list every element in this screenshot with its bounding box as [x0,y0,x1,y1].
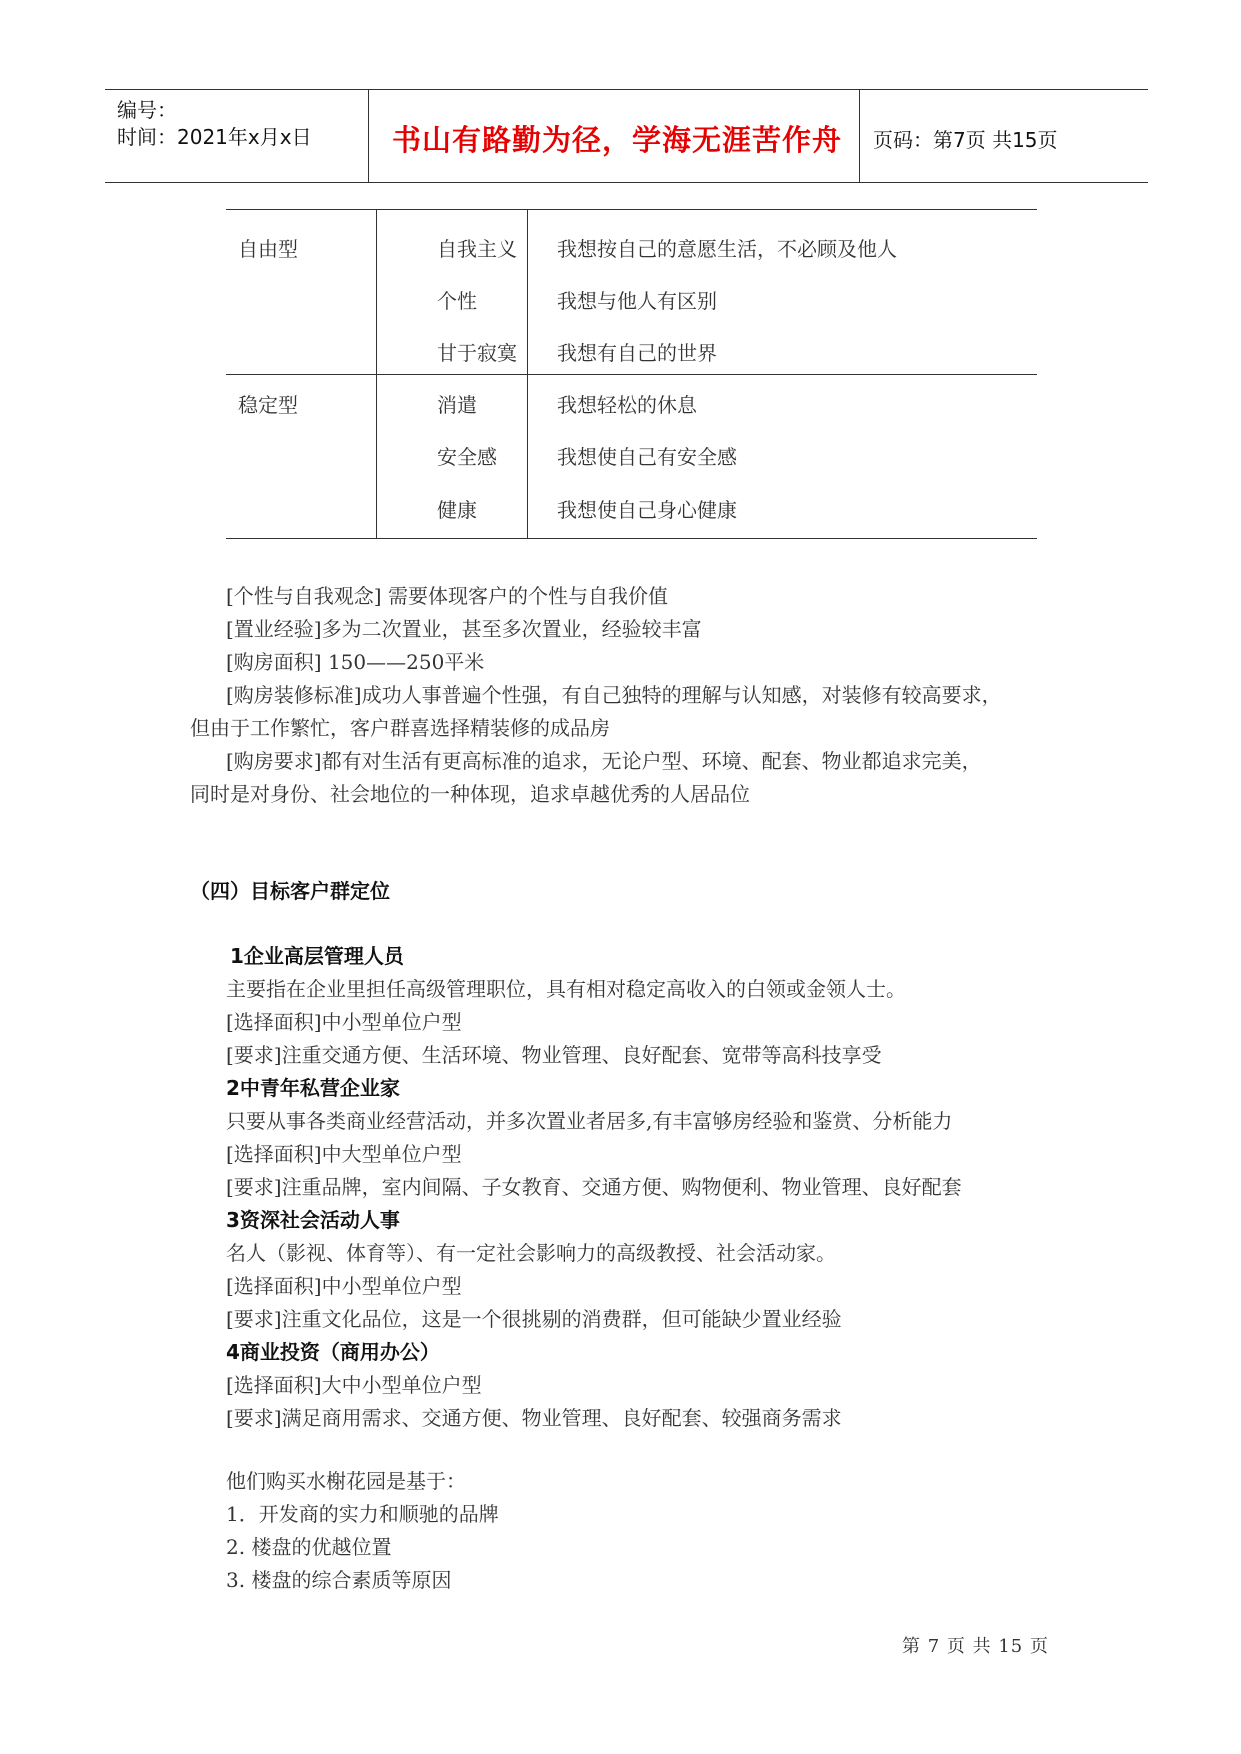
header-number-label: 编号： [117,98,177,122]
header-page-label: 页码：第7页 共15页 [873,128,1058,152]
group-line: [要求]注重交通方便、生活环境、物业管理、良好配套、宽带等高科技享受 [226,1043,882,1067]
group-line: [要求]满足商用需求、交通方便、物业管理、良好配套、较强商务需求 [226,1406,842,1430]
table-col-divider-1 [376,209,377,538]
profile-line: [购房装修标准]成功人事普遍个性强，有自己独特的理解与认知感，对装修有较高要求， [226,683,1002,707]
section-title: （四）目标客户群定位 [190,879,390,903]
table-mid-rule [226,374,1037,375]
profile-line: [购房面积] 150——250平米 [226,650,485,674]
group-line: [选择面积]大中小型单位户型 [226,1373,482,1397]
group-line: [选择面积]中小型单位户型 [226,1010,462,1034]
table-desc-cell: 我想有自己的世界 [557,341,717,365]
table-trait-cell: 健康 [437,498,477,522]
header-time-label: 时间：2021年x月x日 [117,125,312,149]
group-title: 3资深社会活动人事 [226,1208,400,1232]
group-line: 名人（影视、体育等）、有一定社会影响力的高级教授、社会活动家。 [226,1241,836,1265]
table-bottom-rule [226,538,1037,539]
table-trait-cell: 自我主义 [437,237,517,261]
profile-line: 但由于工作繁忙，客户群喜选择精装修的成品房 [190,716,610,740]
profile-line: [个性与自我观念] 需要体现客户的个性与自我价值 [226,584,668,608]
group-line: 只要从事各类商业经营活动，并多次置业者居多,有丰富够房经验和鉴赏、分析能力 [226,1109,953,1133]
table-type-cell: 自由型 [238,237,298,261]
group-line: 主要指在企业里担任高级管理职位，具有相对稳定高收入的白领或金领人士。 [226,977,906,1001]
reason-item: 1．开发商的实力和顺驰的品牌 [226,1502,499,1526]
reason-item: 3. 楼盘的综合素质等原因 [226,1568,452,1592]
group-line: [要求]注重文化品位，这是一个很挑剔的消费群，但可能缺少置业经验 [226,1307,842,1331]
table-trait-cell: 个性 [437,289,477,313]
header-bottom-rule [105,182,1148,183]
group-line: [选择面积]中大型单位户型 [226,1142,462,1166]
table-desc-cell: 我想按自己的意愿生活，不必顾及他人 [557,237,897,261]
profile-line: [置业经验]多为二次置业，甚至多次置业，经验较丰富 [226,617,702,641]
group-title: 2中青年私营企业家 [226,1076,400,1100]
header-top-rule [105,89,1148,90]
table-col-divider-2 [527,209,528,538]
header-motto: 书山有路勤为径，学海无涯苦作舟 [392,123,843,157]
table-type-cell: 稳定型 [238,393,298,417]
table-top-rule [226,209,1037,210]
table-desc-cell: 我想与他人有区别 [557,289,717,313]
table-trait-cell: 消遣 [437,393,477,417]
header-divider-right [859,89,860,182]
header-divider-left [368,89,369,182]
table-desc-cell: 我想轻松的休息 [557,393,697,417]
page-footer: 第 7 页 共 15 页 [902,1636,1049,1657]
table-desc-cell: 我想使自己有安全感 [557,445,737,469]
group-line: [要求]注重品牌，室内间隔、子女教育、交通方便、购物便利、物业管理、良好配套 [226,1175,962,1199]
group-title: 1企业高层管理人员 [230,944,404,968]
profile-line: 同时是对身份、社会地位的一种体现，追求卓越优秀的人居品位 [190,782,750,806]
table-desc-cell: 我想使自己身心健康 [557,498,737,522]
group-line: [选择面积]中小型单位户型 [226,1274,462,1298]
reasons-intro: 他们购买水榭花园是基于： [226,1469,466,1493]
reason-item: 2. 楼盘的优越位置 [226,1535,392,1559]
table-trait-cell: 甘于寂寞 [437,341,517,365]
table-trait-cell: 安全感 [437,445,497,469]
group-title: 4商业投资（商用办公） [226,1340,440,1364]
profile-line: [购房要求]都有对生活有更高标准的追求，无论户型、环境、配套、物业都追求完美， [226,749,982,773]
